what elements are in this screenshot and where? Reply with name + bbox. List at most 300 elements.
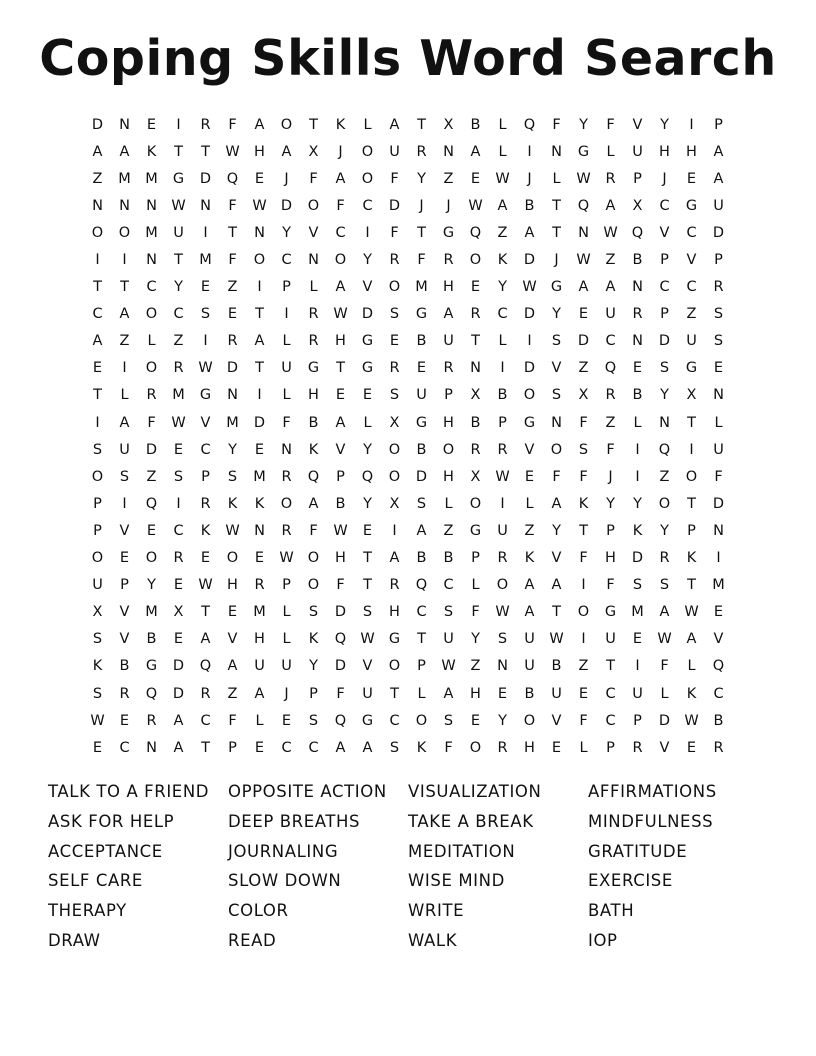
grid-letter[interactable]: E [119, 550, 130, 567]
grid-letter[interactable]: G [361, 360, 374, 377]
grid-letter[interactable]: K [524, 550, 535, 567]
grid-letter[interactable]: E [632, 360, 643, 377]
grid-letter[interactable]: J [554, 252, 559, 269]
grid-letter[interactable]: I [716, 550, 721, 567]
grid-letter[interactable]: R [281, 522, 292, 539]
grid-letter[interactable]: Q [658, 441, 671, 458]
grid-letter[interactable]: R [389, 577, 400, 594]
grid-letter[interactable]: T [552, 197, 561, 214]
grid-letter[interactable]: K [632, 522, 643, 539]
grid-letter[interactable]: K [497, 252, 508, 269]
grid-letter[interactable]: R [146, 712, 157, 729]
grid-letter[interactable]: Z [227, 279, 238, 296]
grid-letter[interactable]: O [118, 224, 131, 241]
grid-letter[interactable]: B [416, 550, 427, 567]
grid-letter[interactable]: F [417, 252, 426, 269]
grid-letter[interactable]: W [657, 631, 672, 648]
grid-letter[interactable]: I [689, 116, 694, 133]
grid-letter[interactable]: Y [363, 441, 372, 458]
grid-letter[interactable]: I [176, 495, 181, 512]
grid-letter[interactable]: G [172, 170, 185, 187]
grid-letter[interactable]: F [579, 414, 588, 431]
grid-letter[interactable]: U [416, 387, 427, 404]
grid-letter[interactable]: D [280, 197, 293, 214]
grid-letter[interactable]: I [527, 333, 532, 350]
grid-letter[interactable]: A [335, 739, 346, 756]
grid-letter[interactable]: G [685, 197, 698, 214]
grid-letter[interactable]: R [389, 360, 400, 377]
grid-letter[interactable]: P [417, 658, 426, 675]
grid-letter[interactable]: R [470, 306, 481, 323]
grid-letter[interactable]: J [446, 197, 451, 214]
grid-letter[interactable]: A [497, 197, 508, 214]
grid-letter[interactable]: V [713, 631, 724, 648]
grid-letter[interactable]: Q [226, 170, 239, 187]
grid-letter[interactable]: M [199, 252, 212, 269]
grid-letter[interactable]: T [201, 739, 210, 756]
grid-letter[interactable]: O [226, 550, 239, 567]
grid-letter[interactable]: T [552, 224, 561, 241]
grid-letter[interactable]: M [226, 414, 239, 431]
grid-letter[interactable]: Z [605, 414, 616, 431]
grid-letter[interactable]: C [173, 522, 184, 539]
grid-letter[interactable]: R [173, 550, 184, 567]
grid-letter[interactable]: R [713, 739, 724, 756]
grid-letter[interactable]: C [281, 739, 292, 756]
grid-letter[interactable]: F [309, 170, 318, 187]
grid-letter[interactable]: H [335, 333, 346, 350]
grid-letter[interactable]: I [95, 252, 100, 269]
grid-letter[interactable]: O [415, 712, 428, 729]
grid-letter[interactable]: P [606, 522, 615, 539]
grid-letter[interactable]: R [497, 550, 508, 567]
grid-letter[interactable]: Y [363, 252, 372, 269]
grid-letter[interactable]: E [146, 522, 157, 539]
grid-letter[interactable]: U [443, 631, 454, 648]
grid-letter[interactable]: X [470, 387, 481, 404]
grid-letter[interactable]: D [658, 333, 671, 350]
grid-letter[interactable]: O [145, 306, 158, 323]
grid-letter[interactable]: E [713, 604, 724, 621]
grid-letter[interactable]: N [146, 739, 157, 756]
grid-letter[interactable]: C [362, 197, 373, 214]
grid-letter[interactable]: Q [415, 577, 428, 594]
grid-letter[interactable]: V [335, 441, 346, 458]
grid-letter[interactable]: Q [469, 224, 482, 241]
grid-letter[interactable]: G [469, 522, 482, 539]
grid-letter[interactable]: N [227, 387, 238, 404]
grid-letter[interactable]: I [635, 441, 640, 458]
grid-letter[interactable]: T [363, 577, 372, 594]
grid-letter[interactable]: O [577, 604, 590, 621]
grid-letter[interactable]: N [119, 197, 130, 214]
grid-letter[interactable]: B [551, 658, 562, 675]
grid-letter[interactable]: A [362, 739, 373, 756]
grid-letter[interactable]: B [713, 712, 724, 729]
grid-letter[interactable]: N [92, 197, 103, 214]
grid-letter[interactable]: B [443, 550, 454, 567]
grid-letter[interactable]: C [308, 739, 319, 756]
grid-letter[interactable]: U [362, 685, 373, 702]
grid-letter[interactable]: V [632, 116, 643, 133]
grid-letter[interactable]: I [176, 116, 181, 133]
grid-letter[interactable]: W [495, 604, 510, 621]
grid-letter[interactable]: E [578, 306, 589, 323]
grid-letter[interactable]: S [308, 712, 319, 729]
grid-letter[interactable]: O [253, 252, 266, 269]
grid-letter[interactable]: L [498, 143, 507, 160]
grid-letter[interactable]: M [145, 170, 158, 187]
grid-letter[interactable]: Q [577, 197, 590, 214]
grid-letter[interactable]: X [632, 197, 643, 214]
grid-letter[interactable]: A [119, 414, 130, 431]
grid-letter[interactable]: H [389, 604, 400, 621]
grid-letter[interactable]: N [551, 414, 562, 431]
grid-letter[interactable]: R [389, 252, 400, 269]
grid-letter[interactable]: W [225, 143, 240, 160]
grid-letter[interactable]: R [632, 306, 643, 323]
grid-letter[interactable]: N [713, 387, 724, 404]
grid-letter[interactable]: R [416, 143, 427, 160]
grid-letter[interactable]: C [416, 604, 427, 621]
grid-letter[interactable]: H [227, 577, 238, 594]
grid-letter[interactable]: J [662, 170, 667, 187]
grid-letter[interactable]: P [444, 387, 453, 404]
grid-letter[interactable]: C [335, 224, 346, 241]
grid-letter[interactable]: A [578, 279, 589, 296]
grid-letter[interactable]: S [200, 306, 211, 323]
grid-letter[interactable]: F [282, 414, 291, 431]
grid-letter[interactable]: K [686, 685, 697, 702]
grid-letter[interactable]: Z [227, 685, 238, 702]
grid-letter[interactable]: O [307, 550, 320, 567]
grid-letter[interactable]: A [92, 143, 103, 160]
grid-letter[interactable]: E [389, 333, 400, 350]
grid-letter[interactable]: O [496, 577, 509, 594]
grid-letter[interactable]: J [527, 170, 532, 187]
grid-letter[interactable]: P [282, 577, 291, 594]
grid-letter[interactable]: N [146, 197, 157, 214]
grid-letter[interactable]: F [228, 116, 237, 133]
grid-letter[interactable]: E [362, 522, 373, 539]
grid-letter[interactable]: E [578, 685, 589, 702]
grid-letter[interactable]: N [551, 143, 562, 160]
grid-letter[interactable]: P [471, 550, 480, 567]
grid-letter[interactable]: A [335, 414, 346, 431]
grid-letter[interactable]: H [443, 468, 454, 485]
grid-letter[interactable]: X [389, 495, 400, 512]
grid-letter[interactable]: C [389, 712, 400, 729]
grid-letter[interactable]: P [714, 116, 723, 133]
grid-letter[interactable]: X [308, 143, 319, 160]
grid-letter[interactable]: G [604, 604, 617, 621]
grid-letter[interactable]: D [199, 170, 212, 187]
grid-letter[interactable]: L [471, 577, 480, 594]
grid-letter[interactable]: E [713, 360, 724, 377]
grid-letter[interactable]: D [523, 252, 536, 269]
grid-letter[interactable]: B [497, 387, 508, 404]
grid-letter[interactable]: F [606, 116, 615, 133]
grid-letter[interactable]: U [632, 143, 643, 160]
grid-letter[interactable]: Y [579, 116, 588, 133]
grid-letter[interactable]: B [632, 387, 643, 404]
grid-letter[interactable]: Q [145, 495, 158, 512]
grid-letter[interactable]: A [254, 685, 265, 702]
grid-letter[interactable]: R [200, 116, 211, 133]
grid-letter[interactable]: I [122, 495, 127, 512]
grid-letter[interactable]: M [253, 468, 266, 485]
grid-letter[interactable]: F [309, 522, 318, 539]
grid-letter[interactable]: I [284, 306, 289, 323]
grid-letter[interactable]: P [498, 414, 507, 431]
grid-letter[interactable]: P [201, 468, 210, 485]
grid-letter[interactable]: A [443, 306, 454, 323]
grid-letter[interactable]: I [635, 468, 640, 485]
grid-letter[interactable]: S [389, 387, 400, 404]
grid-letter[interactable]: P [93, 495, 102, 512]
grid-letter[interactable]: Z [173, 333, 184, 350]
grid-letter[interactable]: I [581, 577, 586, 594]
grid-letter[interactable]: C [173, 306, 184, 323]
grid-letter[interactable]: U [524, 631, 535, 648]
grid-letter[interactable]: W [252, 197, 267, 214]
grid-letter[interactable]: E [362, 387, 373, 404]
grid-letter[interactable]: I [95, 414, 100, 431]
grid-letter[interactable]: O [388, 658, 401, 675]
grid-letter[interactable]: E [173, 631, 184, 648]
grid-letter[interactable]: T [174, 143, 183, 160]
grid-letter[interactable]: W [279, 550, 294, 567]
grid-letter[interactable]: V [119, 631, 130, 648]
grid-letter[interactable]: U [632, 685, 643, 702]
grid-letter[interactable]: E [632, 631, 643, 648]
grid-letter[interactable]: R [200, 495, 211, 512]
grid-letter[interactable]: G [685, 360, 698, 377]
grid-letter[interactable]: P [93, 522, 102, 539]
grid-letter[interactable]: Z [470, 658, 481, 675]
grid-letter[interactable]: B [470, 116, 481, 133]
grid-letter[interactable]: B [308, 414, 319, 431]
grid-letter[interactable]: O [334, 252, 347, 269]
grid-letter[interactable]: F [606, 441, 615, 458]
grid-letter[interactable]: A [308, 495, 319, 512]
grid-letter[interactable]: Y [633, 495, 642, 512]
grid-letter[interactable]: Z [92, 170, 103, 187]
grid-letter[interactable]: Q [307, 468, 320, 485]
grid-letter[interactable]: Z [497, 224, 508, 241]
grid-letter[interactable]: W [171, 197, 186, 214]
grid-letter[interactable]: E [119, 712, 130, 729]
grid-letter[interactable]: S [227, 468, 238, 485]
grid-letter[interactable]: G [361, 333, 374, 350]
grid-letter[interactable]: H [254, 631, 265, 648]
grid-letter[interactable]: Z [443, 522, 454, 539]
grid-letter[interactable]: L [282, 387, 291, 404]
grid-letter[interactable]: I [500, 360, 505, 377]
grid-letter[interactable]: S [389, 739, 400, 756]
grid-letter[interactable]: N [497, 658, 508, 675]
grid-letter[interactable]: L [120, 387, 129, 404]
grid-letter[interactable]: V [524, 441, 535, 458]
grid-letter[interactable]: S [389, 306, 400, 323]
grid-letter[interactable]: Q [631, 224, 644, 241]
grid-letter[interactable]: A [686, 631, 697, 648]
grid-letter[interactable]: E [254, 441, 265, 458]
grid-letter[interactable]: A [389, 550, 400, 567]
grid-letter[interactable]: V [227, 631, 238, 648]
grid-letter[interactable]: Z [119, 333, 130, 350]
grid-letter[interactable]: D [226, 360, 239, 377]
grid-letter[interactable]: R [146, 387, 157, 404]
grid-letter[interactable]: W [468, 197, 483, 214]
grid-letter[interactable]: R [443, 360, 454, 377]
grid-letter[interactable]: W [576, 170, 591, 187]
grid-letter[interactable]: Y [660, 387, 669, 404]
grid-letter[interactable]: T [309, 116, 318, 133]
grid-letter[interactable]: F [390, 224, 399, 241]
grid-letter[interactable]: D [91, 116, 104, 133]
grid-letter[interactable]: F [147, 414, 156, 431]
grid-letter[interactable]: E [281, 712, 292, 729]
grid-letter[interactable]: K [335, 116, 346, 133]
grid-letter[interactable]: D [631, 550, 644, 567]
grid-letter[interactable]: H [605, 550, 616, 567]
grid-letter[interactable]: P [228, 739, 237, 756]
grid-letter[interactable]: R [659, 550, 670, 567]
grid-letter[interactable]: I [500, 495, 505, 512]
grid-letter[interactable]: Y [363, 495, 372, 512]
grid-letter[interactable]: S [92, 441, 103, 458]
grid-letter[interactable]: O [523, 387, 536, 404]
grid-letter[interactable]: E [524, 468, 535, 485]
grid-letter[interactable]: K [200, 522, 211, 539]
grid-letter[interactable]: A [254, 333, 265, 350]
grid-letter[interactable]: F [336, 577, 345, 594]
grid-letter[interactable]: N [281, 441, 292, 458]
grid-letter[interactable]: R [173, 360, 184, 377]
grid-letter[interactable]: S [659, 577, 670, 594]
grid-letter[interactable]: L [687, 658, 696, 675]
grid-letter[interactable]: O [361, 170, 374, 187]
grid-letter[interactable]: Z [578, 658, 589, 675]
grid-letter[interactable]: E [254, 739, 265, 756]
grid-letter[interactable]: I [203, 333, 208, 350]
grid-letter[interactable]: S [119, 468, 130, 485]
grid-letter[interactable]: O [523, 712, 536, 729]
grid-letter[interactable]: D [334, 658, 347, 675]
grid-letter[interactable]: U [119, 441, 130, 458]
grid-letter[interactable]: G [577, 143, 590, 160]
grid-letter[interactable]: T [174, 252, 183, 269]
grid-letter[interactable]: F [390, 170, 399, 187]
grid-letter[interactable]: I [581, 631, 586, 648]
grid-letter[interactable]: S [551, 333, 562, 350]
grid-letter[interactable]: O [469, 252, 482, 269]
grid-letter[interactable]: S [551, 387, 562, 404]
grid-letter[interactable]: N [659, 414, 670, 431]
grid-letter[interactable]: H [254, 143, 265, 160]
grid-letter[interactable]: O [550, 441, 563, 458]
grid-letter[interactable]: R [713, 279, 724, 296]
grid-letter[interactable]: E [200, 279, 211, 296]
grid-letter[interactable]: E [92, 739, 103, 756]
grid-letter[interactable]: D [253, 414, 266, 431]
grid-letter[interactable]: Q [334, 631, 347, 648]
grid-letter[interactable]: L [525, 495, 534, 512]
grid-letter[interactable]: B [470, 414, 481, 431]
grid-letter[interactable]: F [228, 197, 237, 214]
grid-letter[interactable]: P [633, 712, 642, 729]
grid-letter[interactable]: U [173, 224, 184, 241]
grid-letter[interactable]: Y [606, 495, 615, 512]
grid-letter[interactable]: X [92, 604, 103, 621]
grid-letter[interactable]: C [146, 279, 157, 296]
grid-letter[interactable]: K [686, 550, 697, 567]
grid-letter[interactable]: O [280, 116, 293, 133]
grid-letter[interactable]: A [605, 197, 616, 214]
grid-letter[interactable]: Y [660, 116, 669, 133]
grid-letter[interactable]: D [361, 306, 374, 323]
grid-letter[interactable]: F [228, 252, 237, 269]
grid-letter[interactable]: K [308, 631, 319, 648]
grid-letter[interactable]: A [551, 577, 562, 594]
grid-letter[interactable]: S [443, 604, 454, 621]
grid-letter[interactable]: J [608, 468, 613, 485]
grid-letter[interactable]: A [335, 170, 346, 187]
grid-letter[interactable]: S [308, 604, 319, 621]
grid-letter[interactable]: E [200, 550, 211, 567]
grid-letter[interactable]: P [660, 252, 669, 269]
grid-letter[interactable]: F [606, 577, 615, 594]
grid-letter[interactable]: A [524, 577, 535, 594]
grid-letter[interactable]: V [362, 279, 373, 296]
grid-letter[interactable]: P [633, 170, 642, 187]
grid-letter[interactable]: E [551, 739, 562, 756]
grid-letter[interactable]: F [228, 712, 237, 729]
grid-letter[interactable]: I [635, 658, 640, 675]
grid-letter[interactable]: Y [417, 170, 426, 187]
grid-letter[interactable]: A [524, 604, 535, 621]
grid-letter[interactable]: H [524, 739, 535, 756]
grid-letter[interactable]: D [577, 333, 590, 350]
grid-letter[interactable]: O [280, 495, 293, 512]
grid-letter[interactable]: A [389, 116, 400, 133]
grid-letter[interactable]: I [257, 279, 262, 296]
grid-letter[interactable]: A [173, 712, 184, 729]
grid-letter[interactable]: U [605, 631, 616, 648]
grid-letter[interactable]: Y [174, 279, 183, 296]
grid-letter[interactable]: T [579, 522, 588, 539]
grid-letter[interactable]: O [145, 360, 158, 377]
grid-letter[interactable]: Q [604, 360, 617, 377]
grid-letter[interactable]: Y [282, 224, 291, 241]
grid-letter[interactable]: T [336, 360, 345, 377]
grid-letter[interactable]: H [335, 550, 346, 567]
grid-letter[interactable]: Y [498, 712, 507, 729]
grid-letter[interactable]: C [200, 712, 211, 729]
grid-letter[interactable]: T [552, 604, 561, 621]
grid-letter[interactable]: I [527, 143, 532, 160]
grid-letter[interactable]: U [524, 658, 535, 675]
grid-letter[interactable]: A [416, 522, 427, 539]
grid-letter[interactable]: A [227, 658, 238, 675]
grid-letter[interactable]: V [659, 224, 670, 241]
grid-letter[interactable]: C [92, 306, 103, 323]
grid-letter[interactable]: K [146, 143, 157, 160]
grid-letter[interactable]: I [365, 224, 370, 241]
grid-letter[interactable]: M [712, 577, 725, 594]
grid-letter[interactable]: V [686, 252, 697, 269]
